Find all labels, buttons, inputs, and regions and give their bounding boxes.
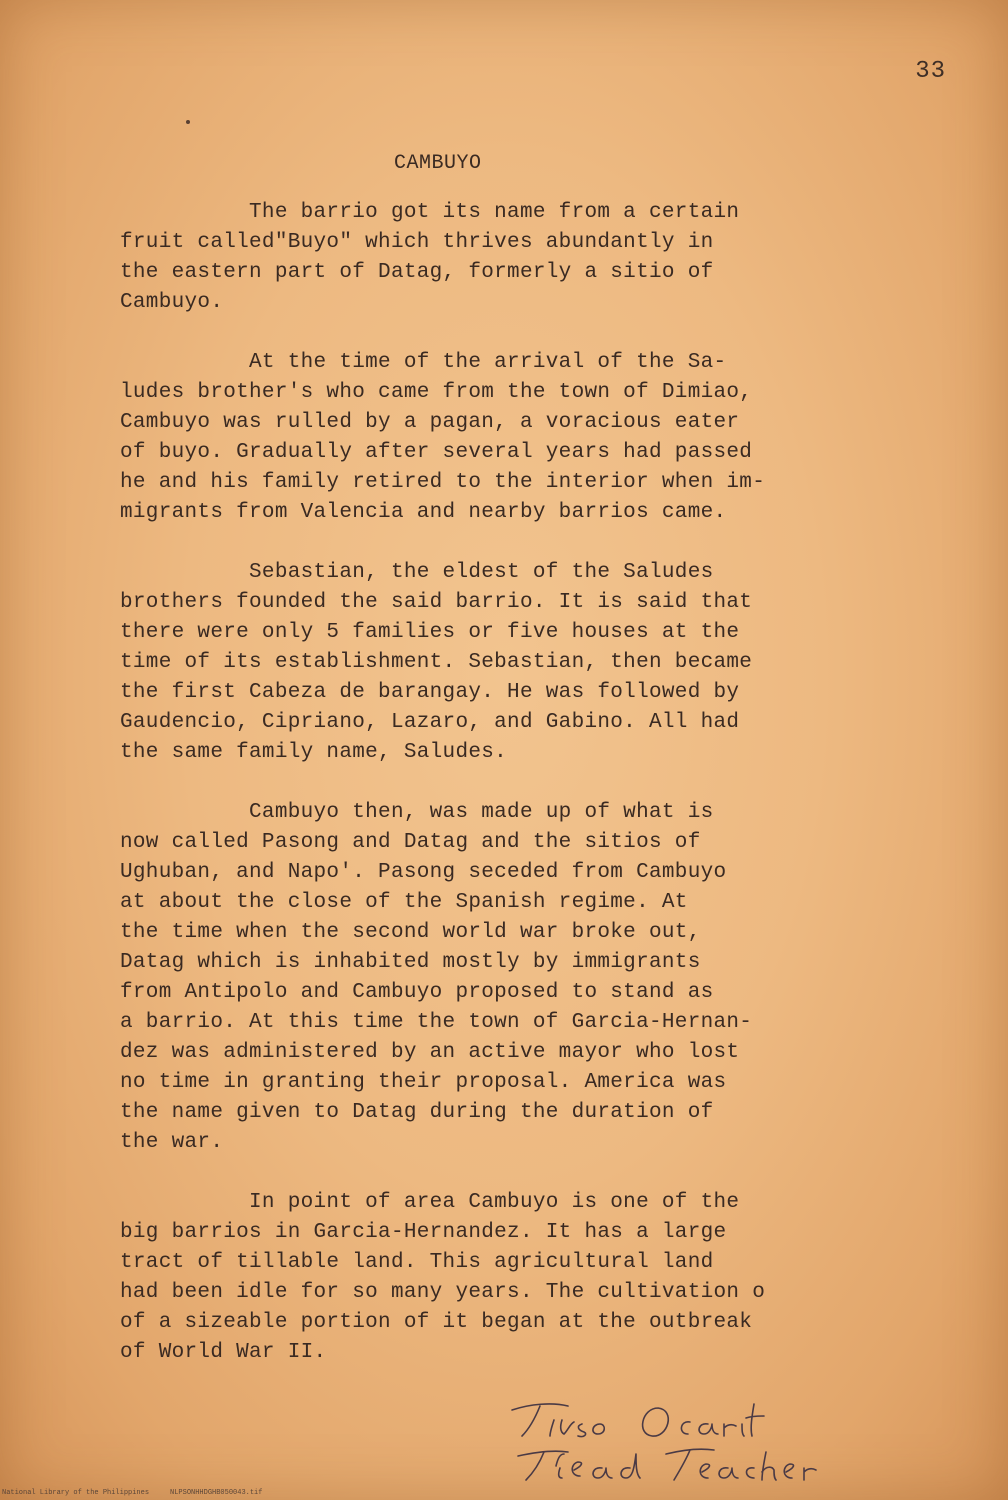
text-line: from Antipolo and Cambuyo proposed to stand as [120, 981, 714, 1004]
document-title: CAMBUYO [394, 152, 482, 175]
text-line: the first Cabeza de barangay. He was followed by [120, 681, 740, 704]
text-line: Gaudencio, Cipriano, Lazaro, and Gabino. All had [120, 711, 740, 734]
text-line: the eastern part of Datag, formerly a sitio of [120, 261, 714, 284]
paragraph-4 [120, 798, 860, 1158]
text-line: at about the close of the Spanish regime. At [120, 891, 688, 914]
text-line: migrants from Valencia and nearby barrios came. [120, 501, 727, 524]
page-number: 33 [915, 58, 946, 85]
text-line: dez was administered by an active mayor who lost [120, 1041, 740, 1064]
text-line: The barrio got its name from a certain [120, 201, 740, 224]
text-line: there were only 5 families or five houses at the [120, 621, 740, 644]
text-line: In point of area Cambuyo is one of the [120, 1191, 740, 1214]
text-line: big barrios in Garcia-Hernandez. It has a large [120, 1221, 727, 1244]
text-line: the time when the second world war broke out, [120, 921, 701, 944]
text-line: the war. [120, 1131, 224, 1154]
text-line: of a sizeable portion of it began at the outbreak [120, 1311, 753, 1334]
text-line: a barrio. At this time the town of Garcia-Hernan- [120, 1011, 753, 1034]
text-line: tract of tillable land. This agricultural land [120, 1251, 714, 1274]
archive-footer: National Library of the Philippines NLPSONHHDGHB050043.tif [2, 1489, 263, 1497]
text-line: he and his family retired to the interior when im- [120, 471, 766, 494]
text-line: Cambuyo was rulled by a pagan, a voracious eater [120, 411, 740, 434]
text-line: Datag which is inhabited mostly by immigrants [120, 951, 701, 974]
paragraph-2 [120, 348, 860, 528]
text-line: Cambuyo. [120, 291, 224, 314]
text-line: the same family name, Saludes. [120, 741, 508, 764]
text-line: ludes brother's who came from the town of Dimiao, [120, 381, 753, 404]
text-line: of World War II. [120, 1341, 327, 1364]
body-text [120, 198, 860, 1398]
text-line: of buyo. Gradually after several years had passed [120, 441, 753, 464]
paragraph-1 [120, 198, 860, 318]
paragraph-5 [120, 1188, 860, 1368]
handwritten-signature [490, 1390, 830, 1490]
text-line: At the time of the arrival of the Sa- [120, 351, 727, 374]
text-line: Ughuban, and Napo'. Pasong seceded from Cambuyo [120, 861, 727, 884]
text-line: now called Pasong and Datag and the sitios of [120, 831, 701, 854]
text-line: fruit called"Buyo" which thrives abundantly in [120, 231, 714, 254]
text-line: no time in granting their proposal. America was [120, 1071, 727, 1094]
paragraph-3 [120, 558, 860, 768]
text-line: brothers founded the said barrio. It is said that [120, 591, 753, 614]
text-line: Cambuyo then, was made up of what is [120, 801, 714, 824]
text-line: the name given to Datag during the duration of [120, 1101, 714, 1124]
text-line: time of its establishment. Sebastian, then became [120, 651, 753, 674]
ink-speck [186, 120, 190, 124]
text-line: had been idle for so many years. The cultivation o [120, 1281, 766, 1304]
text-line: Sebastian, the eldest of the Saludes [120, 561, 714, 584]
